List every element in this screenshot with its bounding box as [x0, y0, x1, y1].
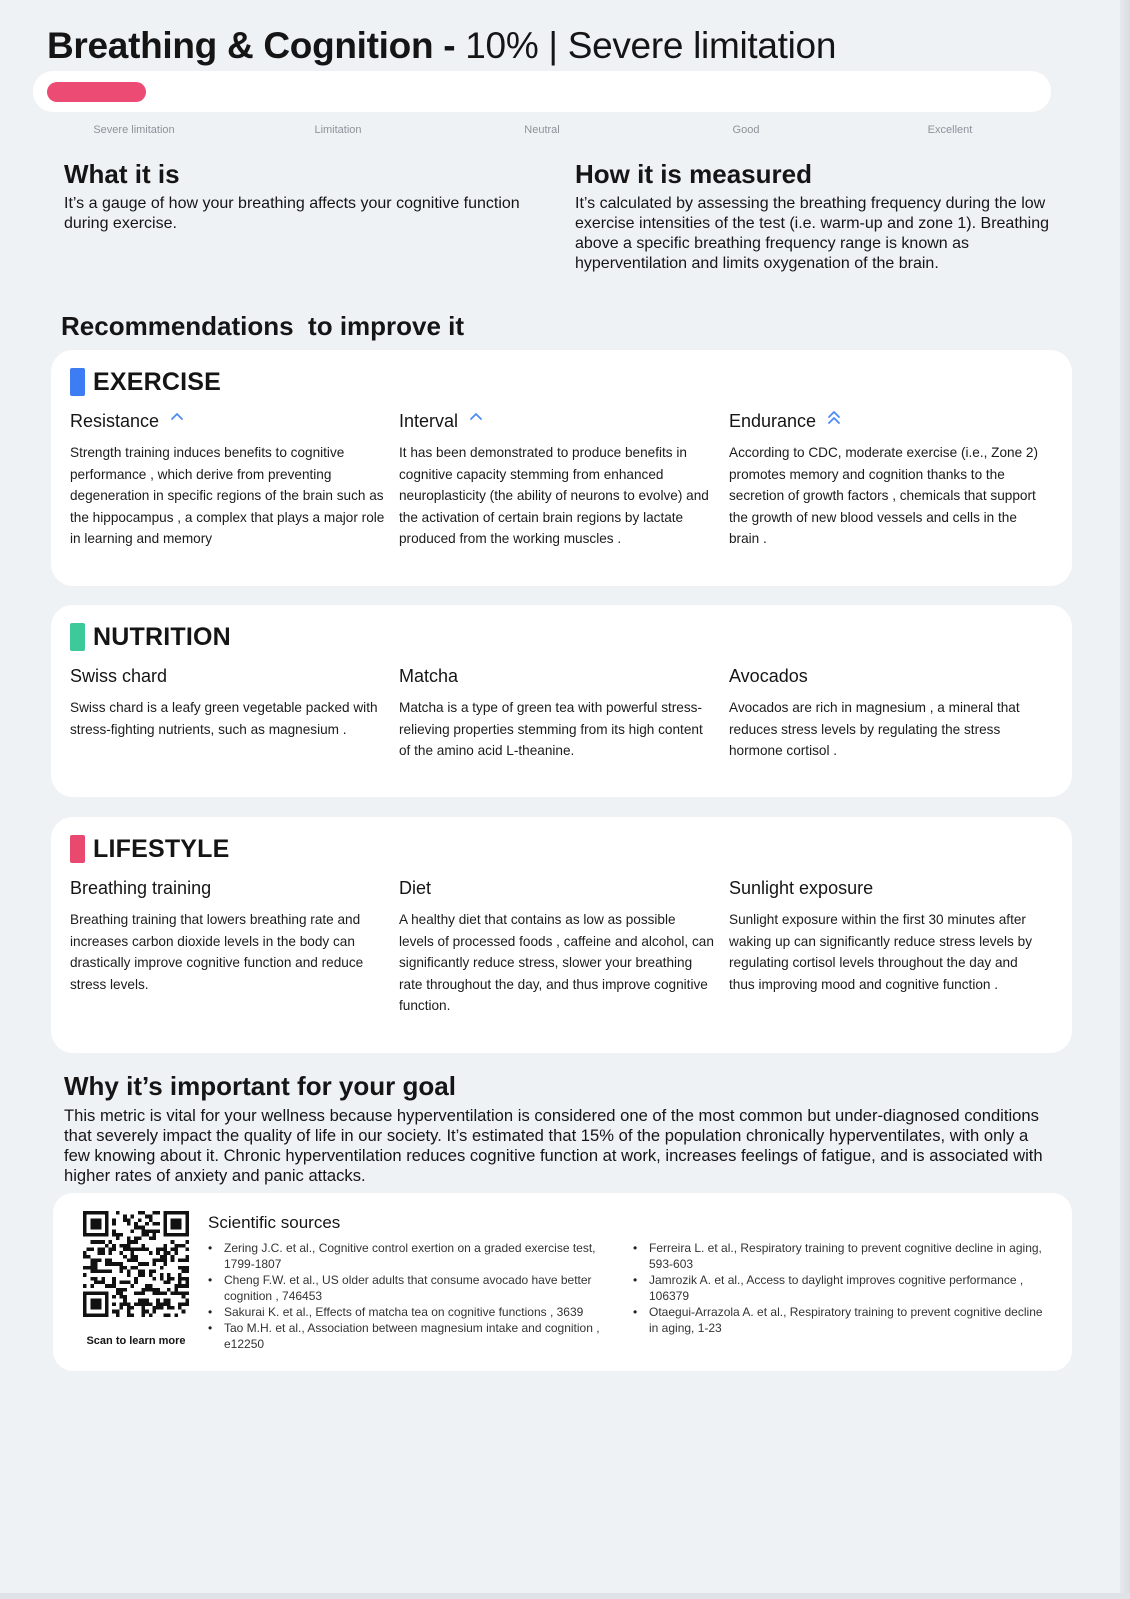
scale-label-limitation: Limitation	[314, 124, 362, 136]
lifestyle-item-breathing-training	[70, 875, 385, 995]
nutrition-item-avocados	[729, 663, 1044, 762]
lifestyle-item-diet	[399, 875, 714, 1017]
double-chevron-up-icon	[826, 409, 842, 425]
chevron-up-icon	[169, 409, 185, 425]
why-important-text: This metric is vital for your wellness because hyperventilation is considered one of the most common but under-diagnosed conditions that severely impact the quality of life in our society. It’s estimated that 15% of the population chronically hyperventilates, with only a few knowing about it. Chronic hyperventilation reduces cognitive function at work, increases feelings of fatigue, and is associated with higher rates of anxiety and panic attacks.	[64, 1106, 1043, 1185]
scale-label-severe: Severe limitation	[93, 124, 175, 136]
nutrition-item-swiss-chard	[70, 663, 385, 740]
lifestyle-header	[70, 835, 230, 863]
item-text: Swiss chard is a leafy green vegetable packed with stress-fighting nutrients, such as magnesium .	[70, 700, 378, 737]
source-item: • Cheng F.W. et al., US older adults that consume avocado have better cognition , 746453	[208, 1272, 628, 1304]
nutrition-item-matcha	[399, 663, 714, 762]
recommendations-title: Recommendations to improve it	[61, 311, 465, 341]
item-title: Endurance	[729, 410, 817, 431]
why-important-title: Why it’s important for your goal	[64, 1071, 456, 1101]
how-measured-section	[575, 158, 1055, 274]
item-text: Strength training induces benefits to cognitive performance , which derive from preventing degeneration in specific regions of the brain such as the hippocampus , a complex that plays a major role in learning and memory	[70, 445, 385, 546]
item-text: Breathing training that lowers breathing rate and increases carbon dioxide levels in the body can drastically improve cognitive function and reduce stress levels.	[70, 912, 364, 992]
exercise-item-endurance	[729, 408, 1044, 550]
item-text: Avocados are rich in magnesium , a mineral that reduces stress levels by regulating the stress hormone cortisol .	[729, 700, 1020, 758]
source-item: • Sakurai K. et al., Effects of matcha tea on cognitive functions , 3639	[208, 1304, 628, 1320]
exercise-title: EXERCISE	[93, 367, 222, 396]
scale-label-neutral: Neutral	[524, 124, 560, 136]
how-measured-title: How it is measured	[575, 159, 812, 189]
exercise-item-interval	[399, 408, 714, 550]
source-item: • Tao M.H. et al., Association between magnesium intake and cognition , e12250	[208, 1320, 628, 1352]
item-text: A healthy diet that contains as low as possible levels of processed foods , caffeine and alcohol, can significantly reduce stress, slower your breathing rate throughout the day, and thus improve cognitive function.	[399, 912, 714, 1013]
item-text: According to CDC, moderate exercise (i.e., Zone 2) promotes memory and cognition thanks to the secretion of growth factors , chemicals that support the growth of new blood vessels and cells in the brain .	[729, 445, 1039, 546]
nutrition-card	[51, 605, 1072, 797]
sources-list-left	[208, 1240, 628, 1352]
exercise-header	[70, 368, 221, 396]
item-title: Sunlight exposure	[729, 877, 874, 898]
score-scale	[33, 124, 1051, 138]
chevron-up-icon	[468, 409, 484, 425]
page-title	[47, 24, 836, 68]
title-score: 10% | Severe limitation	[465, 25, 837, 66]
lifestyle-marker	[70, 835, 85, 863]
nutrition-header	[70, 623, 231, 651]
page-edge-bottom	[0, 1593, 1130, 1599]
lifestyle-item-sunlight-exposure	[729, 875, 1044, 995]
item-title: Swiss chard	[70, 665, 168, 686]
lifestyle-title: LIFESTYLE	[93, 834, 230, 863]
exercise-item-resistance	[70, 408, 385, 550]
qr-code-icon[interactable]	[83, 1211, 189, 1317]
item-title: Matcha	[399, 665, 459, 686]
lifestyle-card	[51, 817, 1072, 1053]
item-text: Matcha is a type of green tea with powerful stress-relieving properties stemming from its high content of the amino acid L-theanine.	[399, 700, 703, 758]
qr-caption: Scan to learn more	[86, 1335, 186, 1347]
item-title: Interval	[399, 410, 459, 431]
how-measured-text: It’s calculated by assessing the breathing frequency during the low exercise intensities of the test (i.e. warm-up and zone 1). Breathing above a specific breathing frequency range is known as hyperventilation and limits oxygenation of the brain.	[575, 195, 1050, 272]
item-text: Sunlight exposure within the first 30 minutes after waking up can significantly reduce stress levels by regulating cortisol levels throughout the day and thus improving mood and cognitive function .	[729, 912, 1032, 992]
what-it-is-text: It’s a gauge of how your breathing affects your cognitive function during exercise.	[64, 195, 520, 232]
what-it-is-section	[64, 158, 554, 234]
nutrition-marker	[70, 623, 85, 651]
source-item: • Ferreira L. et al., Respiratory training to prevent cognitive decline in aging, 593-603	[633, 1240, 1053, 1272]
source-item: • Otaegui-Arrazola A. et al., Respiratory training to prevent cognitive decline in aging, 1-23	[633, 1304, 1053, 1336]
source-item: • Jamrozik A. et al., Access to daylight improves cognitive performance , 106379	[633, 1272, 1053, 1304]
item-text: It has been demonstrated to produce benefits in cognitive capacity stemming from enhanced neuroplasticity (the ability of neurons to evolve) and the activation of certain brain regions by lactate produced from the working muscles .	[399, 445, 709, 546]
item-title: Diet	[399, 877, 432, 898]
title-metric: Breathing & Cognition -	[47, 25, 456, 66]
page-edge	[1120, 0, 1130, 1599]
scale-label-excellent: Excellent	[927, 124, 973, 136]
sources-list-right	[633, 1240, 1053, 1336]
item-title: Avocados	[729, 665, 808, 686]
exercise-card	[51, 350, 1072, 586]
sources-card	[53, 1193, 1072, 1371]
scale-label-good: Good	[732, 124, 760, 136]
nutrition-title: NUTRITION	[93, 622, 231, 651]
score-bar	[33, 71, 1051, 112]
exercise-marker	[70, 368, 85, 396]
item-title: Breathing training	[70, 877, 212, 898]
source-item: • Zering J.C. et al., Cognitive control exertion on a graded exercise test, 1799-1807	[208, 1240, 628, 1272]
sources-title: Scientific sources	[208, 1213, 341, 1232]
item-title: Resistance	[70, 410, 160, 431]
score-bar-fill	[47, 82, 146, 102]
what-it-is-title: What it is	[64, 159, 180, 189]
